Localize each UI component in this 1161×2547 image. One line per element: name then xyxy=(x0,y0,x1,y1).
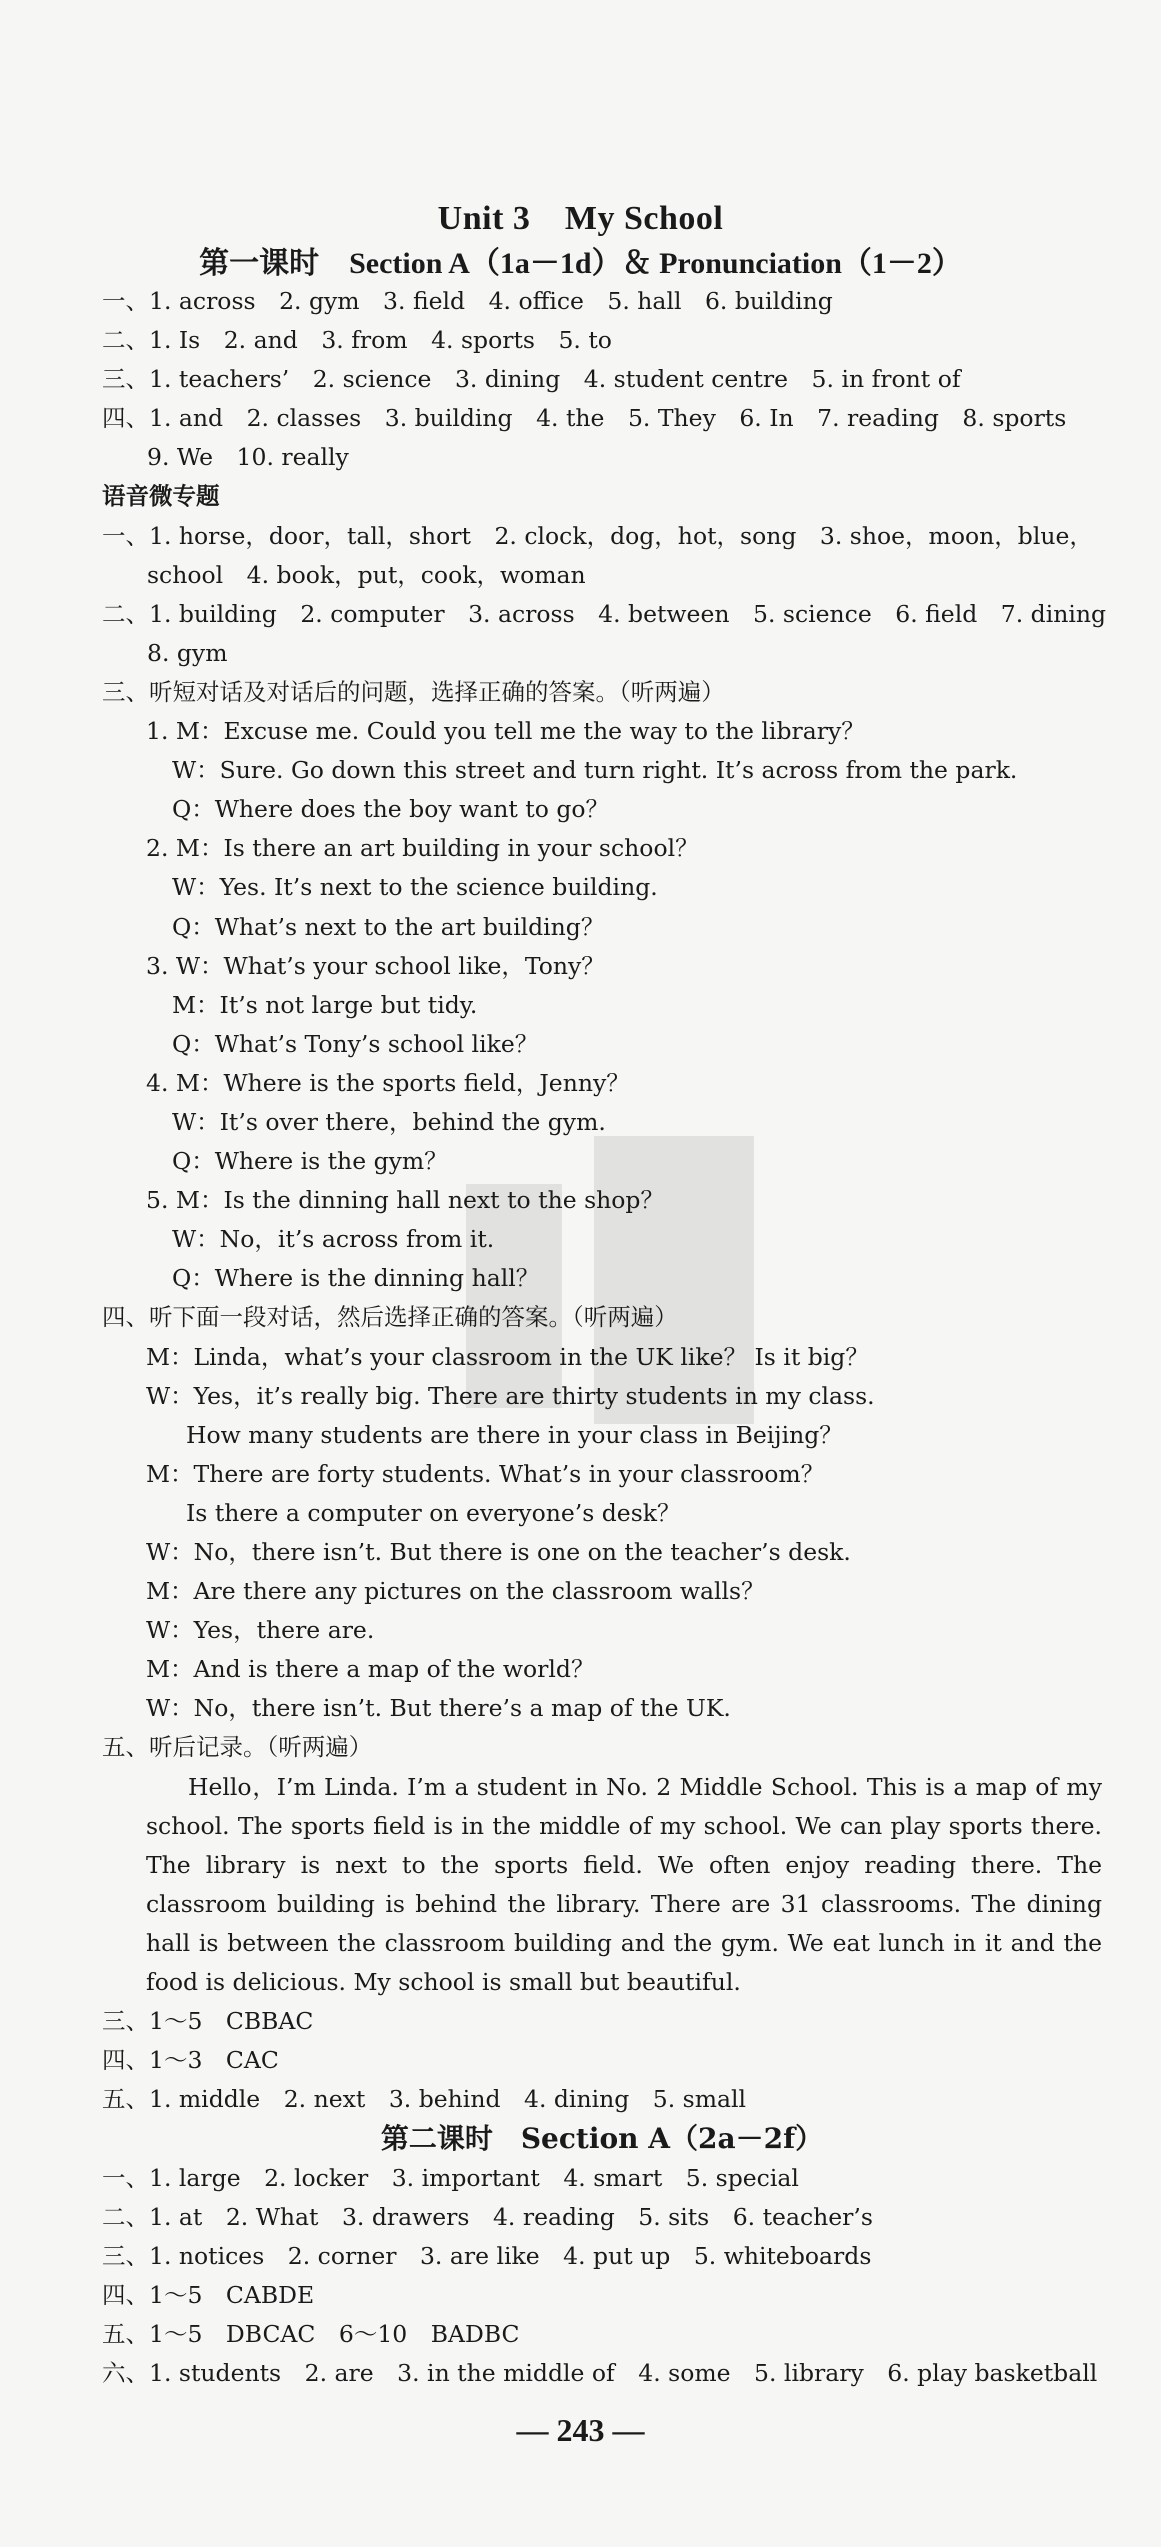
answer-line: 四、听下面一段对话，然后选择正确的答案。（听两遍） xyxy=(102,1303,678,1332)
answer-line: 9. We 10. really xyxy=(147,443,349,472)
answer-line: W：It’s over there，behind the gym. xyxy=(172,1107,606,1136)
answer-line: 六、1. students 2. are 3. in the middle of 4. some 5. library 6. play basketball xyxy=(102,2358,1098,2387)
section2-title: 第二课时 Section A（2a－2f） xyxy=(380,2122,824,2156)
answer-line: 五、1～5 DBCAC 6～10 BADBC xyxy=(102,2319,520,2348)
answers-block-3 xyxy=(102,2159,1102,2394)
answer-line: 三、听短对话及对话后的问题，选择正确的答案。（听两遍） xyxy=(102,677,725,706)
answer-line: 5. M：Is the dinning hall next to the shop？ xyxy=(146,1186,664,1215)
answer-line: 二、1. at 2. What 3. drawers 4. reading 5. sits 6. teacher’s xyxy=(102,2202,873,2231)
answer-line: W：Yes，there are. xyxy=(146,1616,375,1645)
answer-line: Is there a computer on everyone’s desk？ xyxy=(186,1498,681,1527)
answer-line: How many students are there in your class in Beijing？ xyxy=(186,1420,843,1449)
answer-line: 四、1. and 2. classes 3. building 4. the 5. They 6. In 7. reading 8. sports xyxy=(102,404,1067,433)
answer-line: Q：What’s next to the art building？ xyxy=(172,912,605,941)
answer-line: M：Are there any pictures on the classroom walls？ xyxy=(146,1577,765,1606)
page-number: — 243 — xyxy=(516,2412,645,2448)
answer-line: Q：Where is the gym？ xyxy=(172,1147,448,1176)
answer-line: 语音微专题 xyxy=(102,482,220,511)
answer-line: 四、1～3 CAC xyxy=(102,2046,279,2075)
answer-line: Q：Where is the dinning hall？ xyxy=(172,1264,540,1293)
lesson-subtitle: 第一课时 Section A（1a－1d）＆ Pronunciation（1－2） xyxy=(199,247,962,280)
answer-line: 二、1. Is 2. and 3. from 4. sports 5. to xyxy=(102,326,612,355)
answer-line: M：Linda，what’s your classroom in the UK like？ Is it big？ xyxy=(146,1342,869,1371)
answer-line: 1. M：Excuse me. Could you tell me the way to the library？ xyxy=(146,717,865,746)
answer-line: 二、1. building 2. computer 3. across 4. between 5. science 6. field 7. dining xyxy=(102,599,1107,628)
listening-transcript-paragraph: Hello，I’m Linda. I’m a student in No. 2 Middle School. This is a map of my school. The sports field is in the middle of my school. We can play sports there. The library is next to the sports field. We often enjoy reading there. The classroom building is behind the library. There are 31 classrooms. The dining hall is between the classroom building and the gym. We eat lunch in it and the food is delicious. My school is small but beautiful. xyxy=(146,1772,1102,1997)
answer-line: 四、1～5 CABDE xyxy=(102,2280,315,2309)
answer-line: 4. M：Where is the sports field，Jenny？ xyxy=(146,1068,630,1097)
answers-block-2 xyxy=(102,2002,1102,2119)
answer-line: 三、1. teachers’ 2. science 3. dining 4. student centre 5. in front of xyxy=(102,365,961,394)
answer-line: 2. M：Is there an art building in your school？ xyxy=(146,834,699,863)
answer-line: M：And is there a map of the world？ xyxy=(146,1655,595,1684)
answer-line: W：No，it’s across from it. xyxy=(172,1225,495,1254)
answer-line: W：No，there isn’t. But there is one on the teacher’s desk. xyxy=(146,1538,851,1566)
answer-line: 五、听后记录。（听两遍） xyxy=(102,1733,373,1762)
answer-line: 五、1. middle 2. next 3. behind 4. dining 5. small xyxy=(102,2085,747,2114)
answer-line: Q：Where does the boy want to go？ xyxy=(172,795,610,824)
answer-line: 3. W：What’s your school like，Tony？ xyxy=(146,951,605,980)
answer-line: 一、1. large 2. locker 3. important 4. smart 5. special xyxy=(102,2163,799,2192)
unit-title: Unit 3 My School xyxy=(437,200,724,237)
answer-line: school 4. book，put，cook，woman xyxy=(147,560,586,589)
answer-line: M：There are forty students. What’s in your classroom？ xyxy=(146,1459,825,1488)
answer-line: W：Yes. It’s next to the science building. xyxy=(172,873,658,902)
answer-line: M：It’s not large but tidy. xyxy=(172,990,478,1019)
answer-line: 三、1～5 CBBAC xyxy=(102,2007,314,2036)
answer-line: W：Sure. Go down this street and turn right. It’s across from the park. xyxy=(172,756,1018,785)
answer-content xyxy=(102,282,1107,2393)
answer-line: 一、1. horse，door，tall，short 2. clock，dog，hot，song 3. shoe，moon，blue， xyxy=(102,521,1093,550)
answer-line: W：Yes，it’s really big. There are thirty students in my class. xyxy=(146,1381,875,1410)
answer-line: 一、1. across 2. gym 3. field 4. office 5. hall 6. building xyxy=(102,287,833,315)
answer-line: 8. gym xyxy=(147,638,228,667)
answers-block-1 xyxy=(102,282,1107,1768)
answer-line: Q：What’s Tony’s school like？ xyxy=(172,1029,539,1058)
answer-line: W：No，there isn’t. But there’s a map of the UK. xyxy=(146,1694,731,1723)
answer-line: 三、1. notices 2. corner 3. are like 4. put up 5. whiteboards xyxy=(102,2241,872,2270)
